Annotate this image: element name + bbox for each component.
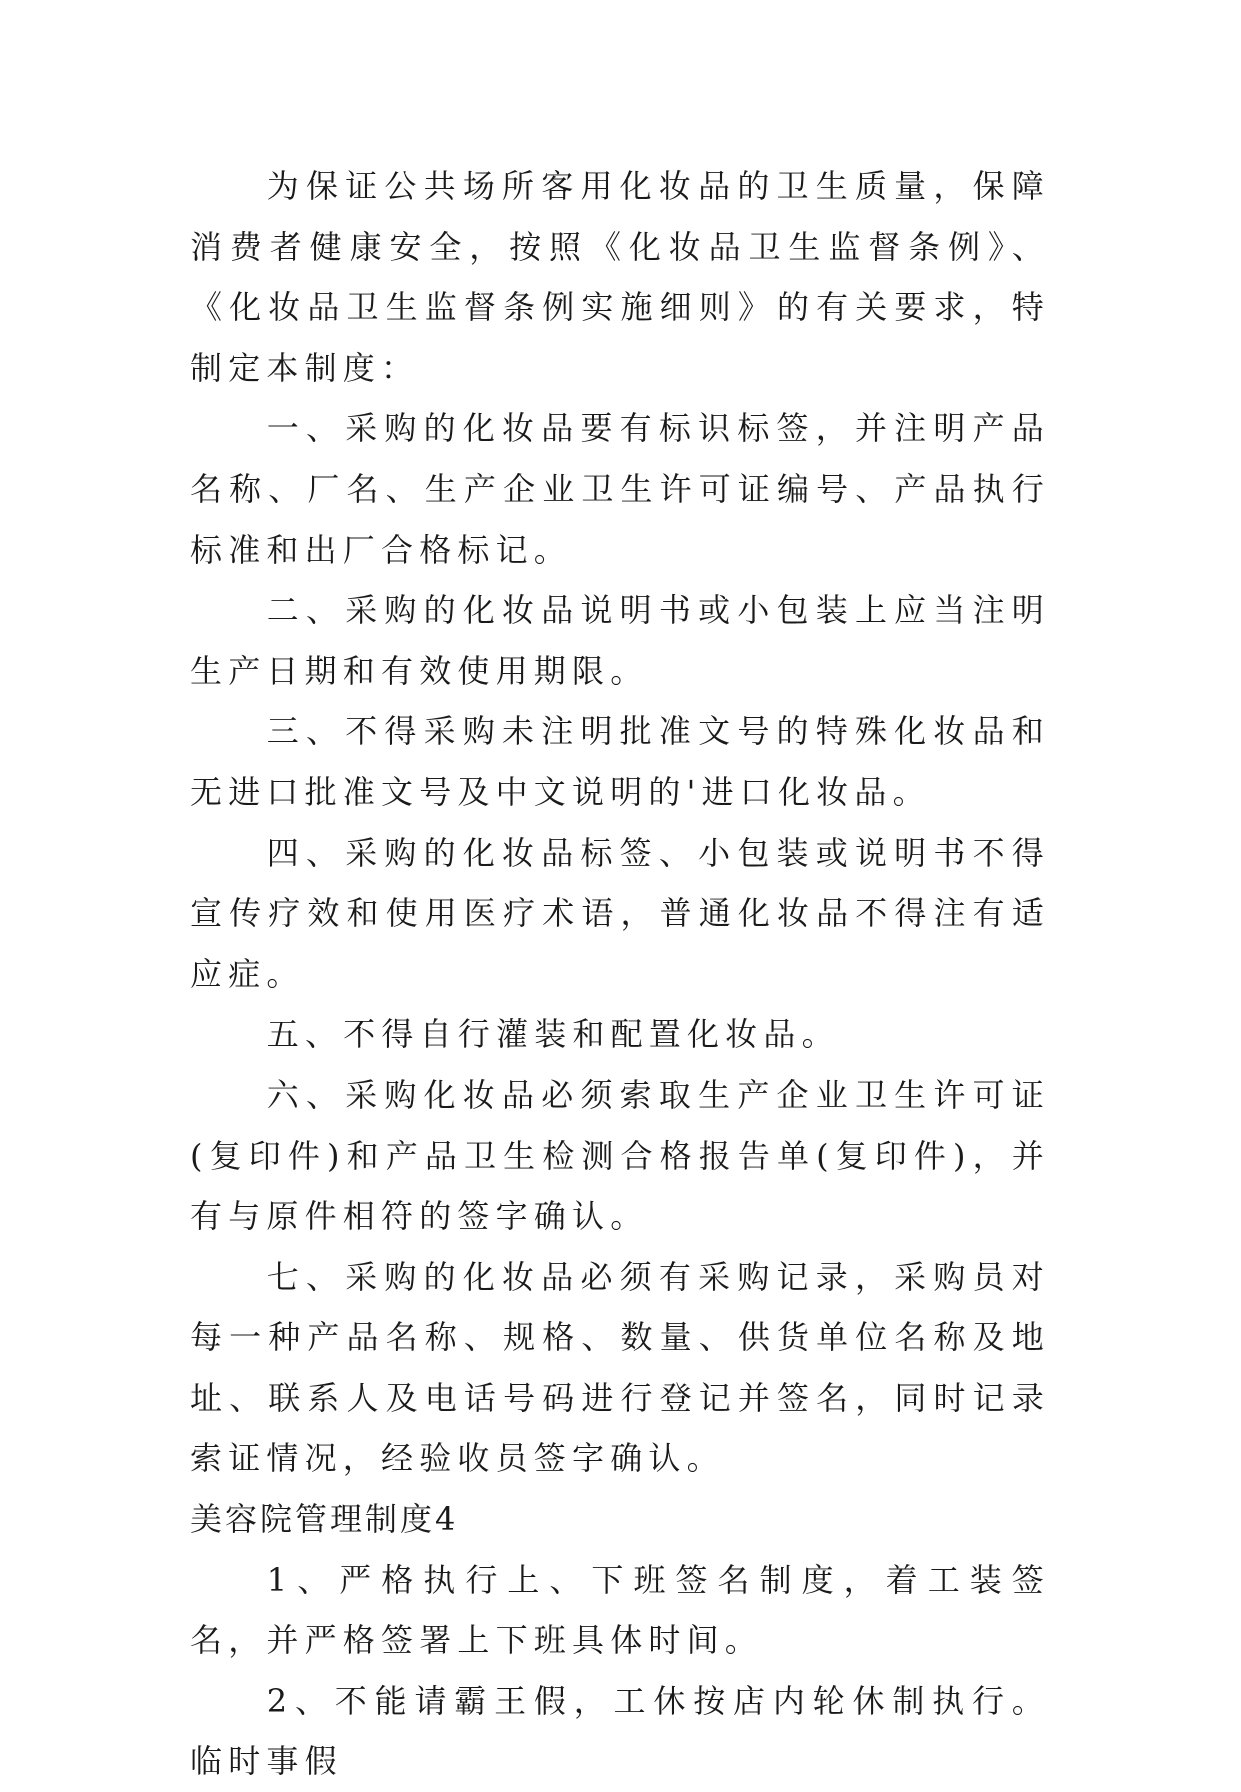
rule-2: 二、采购的化妆品说明书或小包装上应当注明生产日期和有效使用期限。: [190, 591, 1050, 690]
rule-3: 三、不得采购未注明批准文号的特殊化妆品和无进口批准文号及中文说明的'进口化妆品。: [190, 712, 1050, 811]
rule-1: 一、采购的化妆品要有标识标签，并注明产品名称、厂名、生产企业卫生许可证编号、产品执行标准和出厂合格标记。: [190, 409, 1050, 569]
document-body: [190, 156, 1050, 1792]
rule-6: 六、采购化妆品必须索取生产企业卫生许可证(复印件)和产品卫生检测合格报告单(复印件)，并有与原件相符的签字确认。: [190, 1075, 1050, 1236]
section-item-2: 2、不能请霸王假，工休按店内轮休制执行。临时事假: [190, 1681, 1050, 1781]
rule-5: 五、不得自行灌装和配置化妆品。: [266, 1015, 840, 1054]
section-item-1: 1、严格执行上、下班签名制度，着工装签名，并严格签署上下班具体时间。: [190, 1560, 1050, 1660]
rule-4: 四、采购的化妆品标签、小包装或说明书不得宣传疗效和使用医疗术语，普通化妆品不得注有适应症。: [190, 833, 1050, 993]
rule-7: 七、采购的化妆品必须有采购记录，采购员对每一种产品名称、规格、数量、供货单位名称及地址、联系人及电话号码进行登记并签名，同时记录索证情况，经验收员签字确认。: [190, 1257, 1050, 1478]
section-title: 美容院管理制度4: [190, 1500, 459, 1539]
intro-paragraph: 为保证公共场所客用化妆品的卫生质量，保障消费者健康安全，按照《化妆品卫生监督条例》、《化妆品卫生监督条例实施细则》的有关要求，特制定本制度：: [190, 167, 1050, 387]
